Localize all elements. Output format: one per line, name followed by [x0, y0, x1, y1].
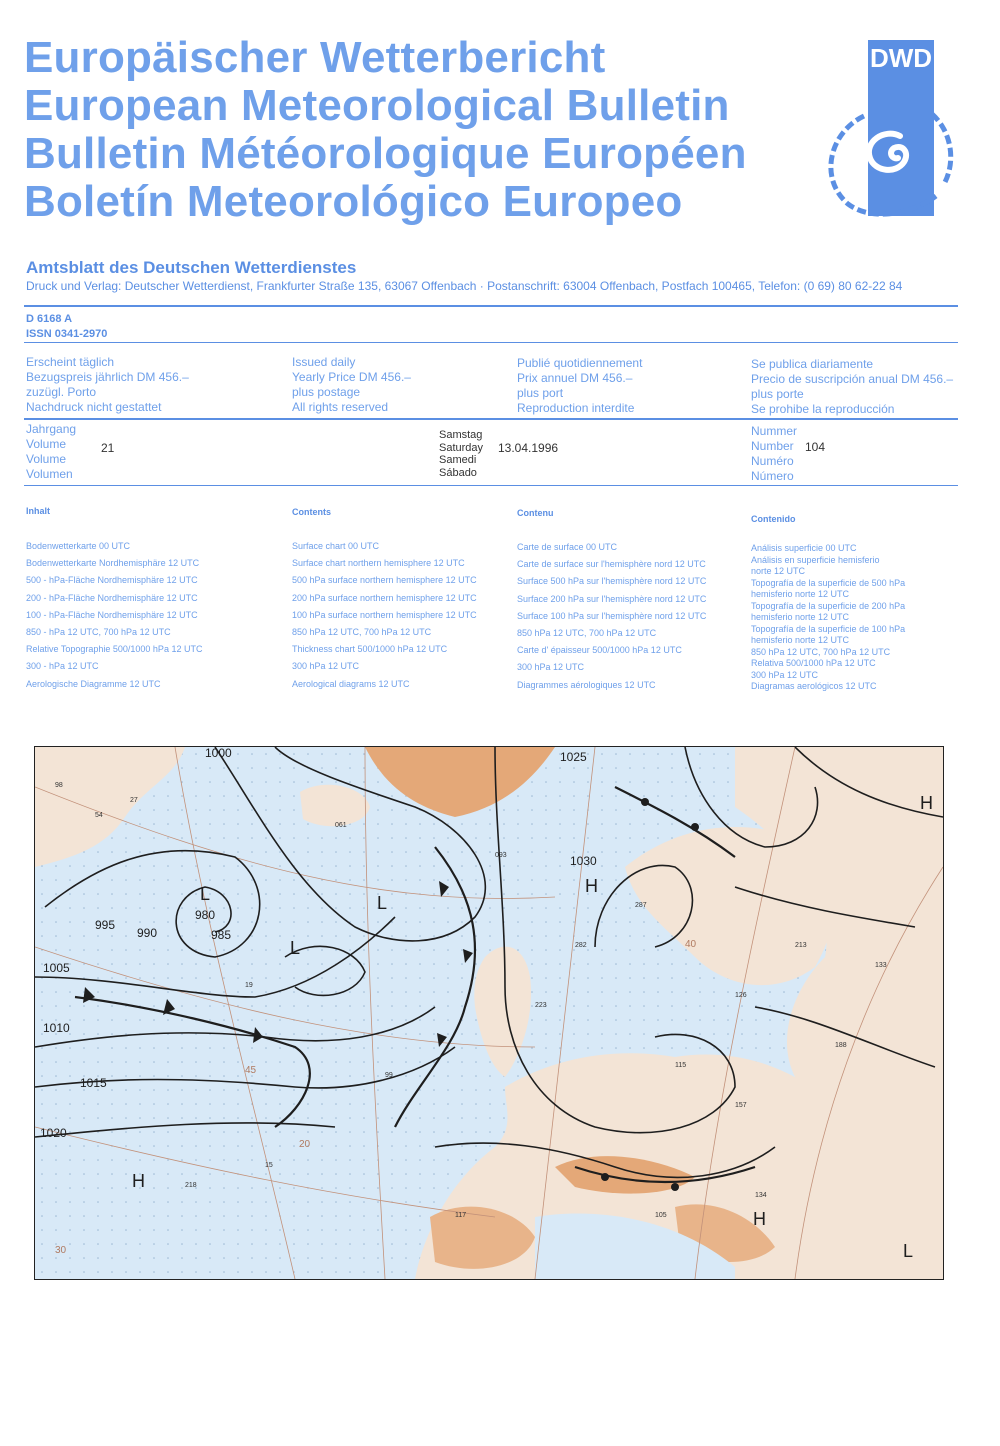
high-pressure-label: H: [132, 1171, 145, 1191]
isobar-label: 1000: [205, 747, 232, 760]
issn: ISSN 0341-2970: [26, 328, 108, 340]
isobar-label: 1005: [43, 961, 70, 975]
list-item: 200 - hPa-Fläche Nordhemisphäre 12 UTC: [26, 592, 198, 603]
logo-text: DWD: [869, 43, 933, 73]
list-item: hemisferio norte 12 UTC: [751, 612, 850, 622]
codes-block: [26, 312, 107, 342]
svg-text:188: 188: [835, 1042, 847, 1049]
spiral-logo-icon: [812, 92, 962, 222]
list-item: Surface 200 hPa sur l'hemisphère nord 12 UTC: [517, 593, 707, 604]
title-english: European Meteorological Bulletin: [24, 81, 730, 130]
svg-text:282: 282: [575, 942, 587, 949]
title-spanish: Boletín Meteorológico Europeo: [24, 177, 683, 226]
isobar-label: 1020: [40, 1126, 67, 1140]
day-labels: Samstag Saturday Samedi Sábado: [439, 429, 484, 479]
svg-text:223: 223: [535, 1002, 547, 1009]
list-item: hemisferio norte 12 UTC: [751, 589, 850, 599]
svg-text:287: 287: [635, 902, 647, 909]
isobar-label: 1010: [43, 1021, 70, 1035]
issue-date: 13.04.1996: [498, 441, 559, 455]
high-pressure-label: H: [753, 1209, 766, 1229]
list-item: Bodenwetterkarte 00 UTC: [26, 541, 131, 551]
list-item: Topografía de la superficie de 500 hPa: [751, 577, 906, 588]
svg-text:98: 98: [55, 782, 63, 789]
list-item: Topografía de la superficie de 200 hPa: [751, 600, 906, 611]
list-item: 500 hPa surface northern hemisphere 12 UTC: [292, 575, 477, 586]
isobar-label: 980: [195, 908, 216, 922]
title-german: Europäischer Wetterbericht: [24, 33, 606, 82]
list-item: Surface chart 00 UTC: [292, 541, 380, 551]
list-item: Diagramas aerológicos 12 UTC: [751, 681, 877, 691]
weather-map: [34, 746, 944, 1280]
isobar-label: 990: [137, 926, 158, 940]
low-pressure-label: L: [290, 938, 301, 958]
svg-text:061: 061: [335, 822, 347, 829]
contents-list-de: [26, 538, 202, 693]
list-item: Surface 100 hPa sur l'hemisphère nord 12 UTC: [517, 610, 707, 621]
imprint-line: Druck und Verlag: Deutscher Wetterdienst, Frankfurter Straße 135, 63067 Offenbach · Postanschrift: 63004 Offenbach, Postfach 100465, Telefon: (0 69) 80 62-22 84: [26, 279, 903, 293]
svg-text:213: 213: [795, 942, 807, 949]
meridian-label: 45: [245, 1065, 257, 1076]
surface-chart: [35, 747, 943, 1279]
divider: [24, 485, 958, 486]
svg-text:134: 134: [755, 1192, 767, 1199]
list-item: Análisis superficie 00 UTC: [751, 543, 857, 553]
contents-heading-en: Contents: [292, 507, 331, 517]
list-item: Topografía de la superficie de 100 hPa: [751, 623, 906, 634]
svg-text:27: 27: [130, 797, 138, 804]
volume-labels: Jahrgang Volume Volume Volumen: [26, 422, 77, 481]
contents-list-en: [292, 538, 477, 693]
contents-heading-de: Inhalt: [26, 506, 50, 516]
svg-text:218: 218: [185, 1182, 197, 1189]
contents-list-es: [751, 543, 905, 693]
list-item: Diagrammes aérologiques 12 UTC: [517, 679, 656, 690]
list-item: Aerologische Diagramme 12 UTC: [26, 678, 161, 689]
contents-heading-es: Contenido: [751, 514, 796, 524]
subscription-de: Erscheint täglich Bezugspreis jährlich DM 456.– zuzügl. Porto Nachdruck nicht gestattet: [26, 355, 189, 414]
svg-text:126: 126: [735, 992, 747, 999]
isobar-label: 1025: [560, 750, 587, 764]
isobar-label: 985: [211, 928, 232, 942]
number-labels: Nummer Number Numéro Número: [751, 424, 798, 483]
list-item: 100 - hPa-Fläche Nordhemisphäre 12 UTC: [26, 609, 198, 620]
list-item: 300 hPa 12 UTC: [517, 662, 585, 673]
svg-text:54: 54: [95, 812, 103, 819]
svg-text:093: 093: [495, 852, 507, 859]
list-item: 100 hPa surface northern hemisphere 12 UTC: [292, 609, 477, 620]
svg-text:19: 19: [245, 982, 253, 989]
list-item: 500 - hPa-Fläche Nordhemisphäre 12 UTC: [26, 575, 198, 586]
list-item: norte 12 UTC: [751, 566, 806, 576]
high-pressure-label: H: [585, 876, 598, 896]
list-item: Surface chart northern hemisphere 12 UTC: [292, 558, 465, 569]
low-pressure-label: L: [377, 893, 388, 913]
list-item: Thickness chart 500/1000 hPa 12 UTC: [292, 644, 448, 655]
svg-text:117: 117: [455, 1212, 467, 1219]
contents-heading-fr: Contenu: [517, 508, 554, 518]
svg-text:15: 15: [265, 1162, 273, 1169]
subscription-fr: Publié quotidiennement Prix annuel DM 456.– plus port Reproduction interdite: [517, 356, 643, 415]
high-pressure-label: H: [920, 793, 933, 813]
list-item: 300 hPa 12 UTC: [292, 661, 360, 672]
list-item: Bodenwetterkarte Nordhemisphäre 12 UTC: [26, 558, 200, 569]
volume-value: 21: [101, 441, 115, 455]
list-item: 850 hPa 12 UTC, 700 hPa 12 UTC: [751, 646, 891, 657]
d-number: D 6168 A: [26, 313, 73, 325]
list-item: 200 hPa surface northern hemisphere 12 UTC: [292, 592, 477, 603]
list-item: Aerological diagrams 12 UTC: [292, 678, 410, 689]
contents-list-fr: [517, 539, 706, 694]
low-pressure-label: L: [903, 1241, 914, 1261]
list-item: 850 - hPa 12 UTC, 700 hPa 12 UTC: [26, 627, 171, 638]
list-item: Carte d' épaisseur 500/1000 hPa 12 UTC: [517, 645, 682, 656]
divider: [24, 342, 958, 343]
list-item: Carte de surface 00 UTC: [517, 542, 618, 552]
issue-number: 104: [805, 440, 826, 454]
isobar-label: 1030: [570, 854, 597, 868]
isobar-label: 995: [95, 918, 116, 932]
list-item: 300 hPa 12 UTC: [751, 669, 819, 680]
low-pressure-label: L: [200, 884, 211, 904]
list-item: 850 hPa 12 UTC, 700 hPa 12 UTC: [292, 627, 432, 638]
title-french: Bulletin Météorologique Européen: [24, 129, 747, 178]
subscription-en: Issued daily Yearly Price DM 456.– plus postage All rights reserved: [292, 355, 411, 414]
svg-text:105: 105: [655, 1212, 667, 1219]
meridian-label: 40: [685, 939, 697, 950]
list-item: Surface 500 hPa sur l'hemisphère nord 12 UTC: [517, 576, 707, 587]
svg-text:99: 99: [385, 1072, 393, 1079]
divider: [24, 418, 958, 420]
isobar-label: 1015: [80, 1076, 107, 1090]
list-item: Análisis en superficie hemisferio: [751, 554, 880, 565]
list-item: Carte de surface sur l'hemisphère nord 12 UTC: [517, 559, 706, 570]
svg-text:115: 115: [675, 1062, 687, 1069]
list-item: Relative Topographie 500/1000 hPa 12 UTC: [26, 644, 203, 655]
list-item: 300 - hPa 12 UTC: [26, 661, 99, 672]
list-item: hemisferio norte 12 UTC: [751, 635, 850, 645]
divider: [24, 305, 958, 307]
meridian-label: 20: [299, 1139, 311, 1150]
svg-text:157: 157: [735, 1102, 747, 1109]
issuer-title: Amtsblatt des Deutschen Wetterdienstes: [26, 258, 357, 277]
subscription-es: Se publica diariamente Precio de suscripción anual DM 456.– plus porte Se prohibe la reproducción: [751, 357, 954, 416]
list-item: 850 hPa 12 UTC, 700 hPa 12 UTC: [517, 628, 657, 639]
svg-text:133: 133: [875, 962, 887, 969]
meridian-label: 30: [55, 1245, 67, 1256]
list-item: Relativa 500/1000 hPa 12 UTC: [751, 658, 876, 668]
